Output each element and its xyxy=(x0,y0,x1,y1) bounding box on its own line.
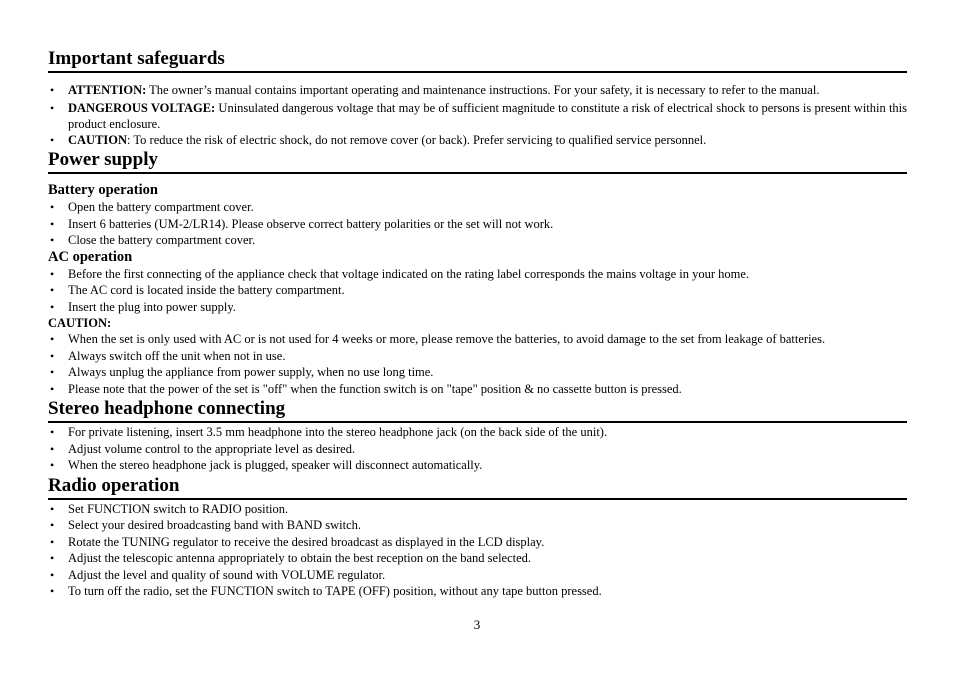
list-item: • Adjust the level and quality of sound with VOLUME regulator. xyxy=(48,567,907,584)
safeguards-list xyxy=(48,82,907,148)
manual-page xyxy=(48,48,907,600)
battery-list xyxy=(48,199,907,249)
section-title: Radio operation xyxy=(48,475,907,500)
ac-list xyxy=(48,266,907,316)
list-item: • DANGEROUS VOLTAGE: Uninsulated dangerous voltage that may be of sufficient magnitude to constitute a risk of electrical shock to persons is present within this product enclosure. xyxy=(48,100,907,133)
radio-list xyxy=(48,501,907,600)
list-item: • Insert 6 batteries (UM-2/LR14). Please observe correct battery polarities or the set will not work. xyxy=(48,216,907,233)
section-important-safeguards xyxy=(48,48,907,148)
section-title: Stereo headphone connecting xyxy=(48,398,907,423)
section-stereo-headphone xyxy=(48,398,907,474)
list-item: • CAUTION: To reduce the risk of electric shock, do not remove cover (or back). Prefer servicing to qualified service personnel. xyxy=(48,132,907,149)
list-item: • When the set is only used with AC or is not used for 4 weeks or more, please remove the batteries, to avoid damage to the set from leakage of batteries. xyxy=(48,331,907,348)
list-item: • Rotate the TUNING regulator to receive the desired broadcast as displayed in the LCD display. xyxy=(48,534,907,551)
caution-list xyxy=(48,331,907,397)
list-item: • ATTENTION: The owner’s manual contains important operating and maintenance instructions. For your safety, it is necessary to refer to the manual. xyxy=(48,82,907,99)
list-item: • Always unplug the appliance from power supply, when no use long time. xyxy=(48,364,907,381)
list-item: • Select your desired broadcasting band with BAND switch. xyxy=(48,517,907,534)
section-title: Important safeguards xyxy=(48,48,907,73)
list-item: • Before the first connecting of the appliance check that voltage indicated on the rating label corresponds the mains voltage in your home. xyxy=(48,266,907,283)
list-item: • Open the battery compartment cover. xyxy=(48,199,907,216)
list-item: • Set FUNCTION switch to RADIO position. xyxy=(48,501,907,518)
section-power-supply xyxy=(48,149,907,397)
list-item: • Adjust volume control to the appropriate level as desired. xyxy=(48,441,907,458)
caution-heading: CAUTION: xyxy=(48,316,112,330)
list-item: • When the stereo headphone jack is plugged, speaker will disconnect automatically. xyxy=(48,457,907,474)
list-item: • Insert the plug into power supply. xyxy=(48,299,907,316)
battery-operation-heading: Battery operation xyxy=(48,182,158,198)
headphone-list xyxy=(48,424,907,474)
list-item: • To turn off the radio, set the FUNCTION switch to TAPE (OFF) position, without any tape button pressed. xyxy=(48,583,907,600)
section-title: Power supply xyxy=(48,149,907,174)
ac-operation-heading: AC operation xyxy=(48,248,133,265)
section-radio-operation xyxy=(48,475,907,600)
page-number: 3 xyxy=(473,617,481,632)
list-item: • Adjust the telescopic antenna appropriately to obtain the best reception on the band selected. xyxy=(48,550,907,567)
list-item: • Please note that the power of the set is "off" when the function switch is on "tape" position & no cassette button is pressed. xyxy=(48,381,907,398)
list-item: • The AC cord is located inside the battery compartment. xyxy=(48,282,907,299)
list-item: • Always switch off the unit when not in use. xyxy=(48,348,907,365)
list-item: • For private listening, insert 3.5 mm headphone into the stereo headphone jack (on the back side of the unit). xyxy=(48,424,907,441)
list-item: • Close the battery compartment cover. xyxy=(48,232,907,249)
